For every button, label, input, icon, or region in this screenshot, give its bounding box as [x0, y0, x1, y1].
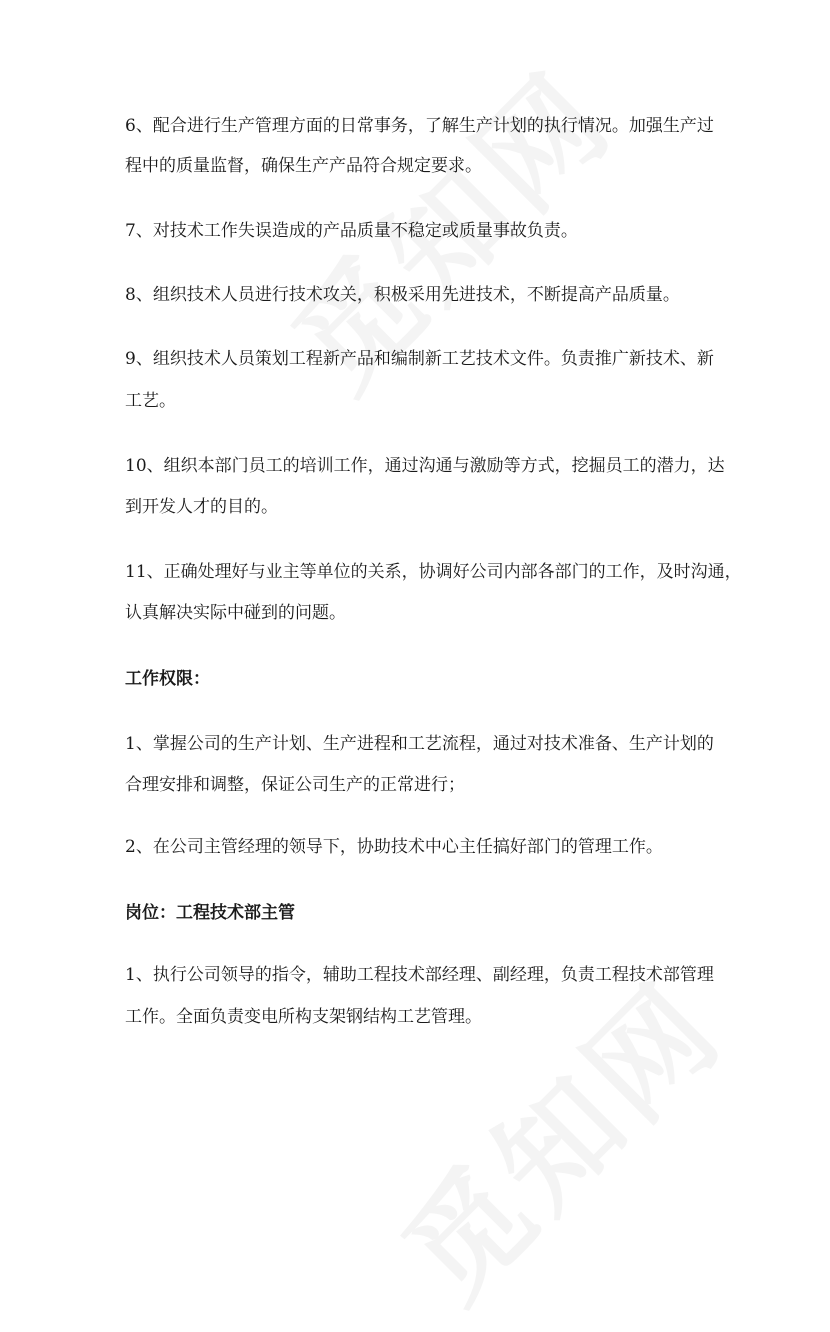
paragraph-8-line-1: 8、组织技术人员进行技术攻关，积极采用先进技术，不断提高产品质量。	[125, 285, 680, 305]
position-item-1-line-2: 工作。全面负责变电所构支架钢结构工艺管理。	[125, 1007, 482, 1027]
paragraph-6-line-2: 程中的质量监督，确保生产产品符合规定要求。	[125, 156, 482, 176]
paragraph-11-line-1: 11、正确处理好与业主等单位的关系，协调好公司内部各部门的工作，及时沟通，	[125, 562, 742, 582]
paragraph-10-line-2: 到开发人才的目的。	[125, 497, 278, 517]
paragraph-7-line-1: 7、对技术工作失误造成的产品质量不稳定或质量事故负责。	[125, 221, 578, 241]
section-heading-position: 岗位：工程技术部主管	[125, 903, 295, 923]
authority-item-2-line-1: 2、在公司主管经理的领导下，协助技术中心主任搞好部门的管理工作。	[125, 837, 663, 857]
paragraph-6-line-1: 6、配合进行生产管理方面的日常事务，了解生产计划的执行情况。加强生产过	[125, 116, 714, 136]
watermark-bottom	[360, 938, 753, 1331]
authority-item-1-line-2: 合理安排和调整，保证公司生产的正常进行；	[125, 775, 465, 795]
position-item-1-line-1: 1、执行公司领导的指令，辅助工程技术部经理、副经理，负责工程技术部管理	[125, 965, 714, 985]
paragraph-9-line-2: 工艺。	[125, 391, 176, 411]
paragraph-9-line-1: 9、组织技术人员策划工程新产品和编制新工艺技术文件。负责推广新技术、新	[125, 349, 714, 369]
authority-item-1-line-1: 1、掌握公司的生产计划、生产进程和工艺流程，通过对技术准备、生产计划的	[125, 734, 714, 754]
paragraph-11-line-2: 认真解决实际中碰到的问题。	[125, 603, 346, 623]
paragraph-10-line-1: 10、组织本部门员工的培训工作，通过沟通与激励等方式，挖掘员工的潜力，达	[125, 456, 725, 476]
section-heading-authority: 工作权限：	[125, 669, 210, 689]
